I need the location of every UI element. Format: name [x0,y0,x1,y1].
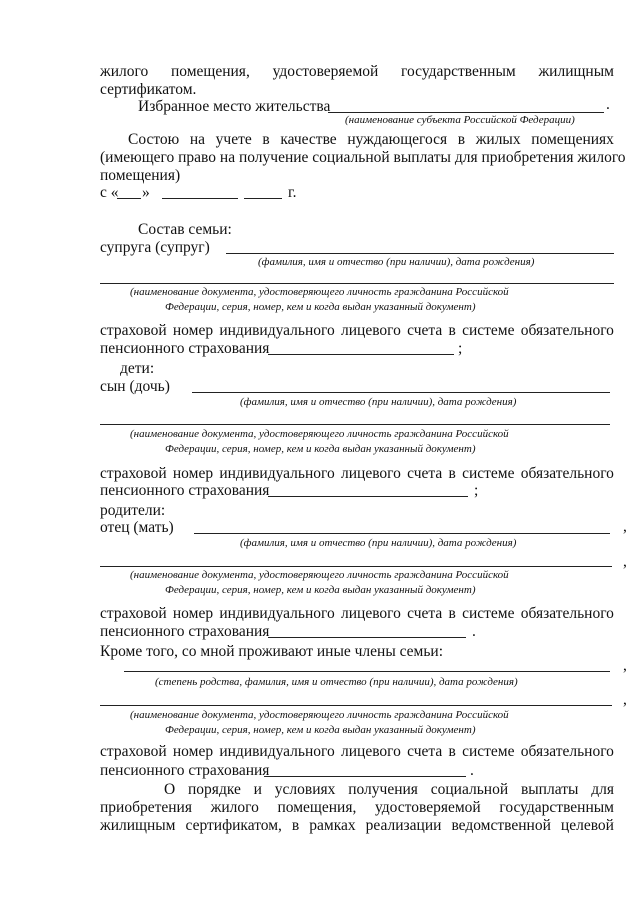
word: лицевого [341,465,401,482]
date-month-field[interactable] [162,198,238,199]
word: индивидуального [219,743,335,760]
word: сертификатом, [185,817,282,834]
spouse-name-caption: (фамилия, имя и отчество (при наличии), дата рождения) [258,256,535,268]
word: в [448,605,456,622]
word: государственным [401,63,516,80]
word: в [448,322,456,339]
word: обязательного [520,322,614,339]
registry-line-1 [128,131,614,149]
residence-period: . [606,96,610,113]
others-snils-label: пенсионного страхования [100,762,270,779]
word: для [591,781,614,798]
parent-doc-caption-1: (наименование документа, удостоверяющего личность гражданина Российской [130,569,509,581]
parent-doc-field[interactable] [100,566,612,567]
others-doc-caption-1: (наименование документа, удостоверяющего личность гражданина Российской [130,709,509,721]
word: страховой [100,322,167,339]
residence-caption: (наименование субъекта Российской Федерации) [345,114,575,126]
others-doc-comma: , [623,691,627,708]
spouse-snils-label: пенсионного страхования [100,340,270,357]
final-line-1 [164,781,614,799]
final-line-2 [100,799,614,817]
spouse-label: супруга (супруг) [100,239,210,256]
date-day-field[interactable] [117,198,141,199]
word: лицевого [341,743,401,760]
word: лицевого [341,605,401,622]
word: учете [215,131,252,148]
spouse-name-field[interactable] [226,253,614,254]
spouse-snils-semicolon: ; [458,340,463,357]
word: помещения, [170,63,250,80]
date-suffix: г. [288,184,297,201]
word: рамках [309,817,356,834]
word: счета [407,465,443,482]
word: счета [407,743,443,760]
parent-snils-field[interactable] [268,637,466,638]
word: страховой [100,465,167,482]
parent-doc-caption-2: Федерации, серия, номер, кем и когда выдан указанный документ) [165,584,476,596]
word: выплаты [520,781,579,798]
word: получения [348,781,418,798]
word: системе [462,605,515,622]
residence-field[interactable] [328,112,604,113]
child-snils-label: пенсионного страхования [100,482,270,499]
word: реализации [365,817,442,834]
word: качестве [280,131,337,148]
parents-title: родители: [100,502,166,519]
word: условиях [274,781,336,798]
word: системе [462,743,515,760]
word: в [457,131,466,148]
word: О [164,781,176,798]
spouse-doc-field[interactable] [100,283,614,284]
word: в [448,465,456,482]
word: удостоверяемой [374,799,481,816]
parent-name-field[interactable] [194,533,610,534]
child-label: сын (дочь) [100,378,170,395]
word: целевой [560,817,614,834]
word: счета [407,605,443,622]
others-name-field[interactable] [124,671,610,672]
word: в [448,743,456,760]
others-snils-line-1 [100,743,614,761]
word: на [189,131,206,148]
word: жилого [210,799,259,816]
word: индивидуального [219,322,335,339]
others-snils-period: . [470,762,474,779]
word: страховой [100,743,167,760]
others-doc-caption-2: Федерации, серия, номер, кем и когда выдан указанный документ) [165,724,476,736]
child-name-field[interactable] [192,392,610,393]
word: лицевого [341,322,401,339]
spouse-snils-field[interactable] [268,354,454,355]
date-mid: » [142,184,150,201]
word: обязательного [520,605,614,622]
parent-snils-label: пенсионного страхования [100,623,270,640]
spouse-doc-caption-1: (наименование документа, удостоверяющего личность гражданина Российской [130,286,509,298]
child-doc-caption-2: Федерации, серия, номер, кем и когда выдан указанный документ) [165,443,476,455]
parent-snils-line-1 [100,605,614,623]
others-snils-field[interactable] [264,776,466,777]
word: номер [172,743,214,760]
others-name-comma: , [623,657,627,674]
child-snils-line-1 [100,465,614,483]
word: Состою [128,131,180,148]
word: номер [172,322,214,339]
child-doc-caption-1: (наименование документа, удостоверяющего личность гражданина Российской [130,428,509,440]
word: в [291,817,300,834]
others-name-caption: (степень родства, фамилия, имя и отчество (при наличии), дата рождения) [155,676,518,688]
word: государственным [499,799,614,816]
intro-line-1 [100,63,614,81]
word: номер [172,605,214,622]
word: помещения, [277,799,357,816]
spouse-doc-caption-2: Федерации, серия, номер, кем и когда выдан указанный документ) [165,301,476,313]
word: удостоверяемой [272,63,379,80]
date-year-field[interactable] [244,198,282,199]
word: жилищным [100,817,176,834]
parent-snils-period: . [472,623,476,640]
word: в [262,131,270,148]
final-line-3 [100,817,614,835]
word: помещениях [531,131,614,148]
child-name-caption: (фамилия, имя и отчество (при наличии), дата рождения) [240,396,517,408]
word: индивидуального [219,605,335,622]
date-prefix: с « [100,184,119,201]
word: приобретения [100,799,192,816]
word: номер [172,465,214,482]
children-title: дети: [120,360,155,377]
word: системе [462,465,515,482]
child-doc-field[interactable] [100,424,610,425]
spouse-snils-line-1 [100,322,614,340]
child-snils-semicolon: ; [474,482,479,499]
registry-line-2: (имеющего право на получение социальной выплаты для приобретения жилого [100,149,626,166]
word: социальной [430,781,509,798]
word: системе [462,322,515,339]
word: порядке [188,781,241,798]
word: жилого [100,63,149,80]
word: нуждающегося [347,131,448,148]
parent-name-comma: , [623,518,627,535]
word: обязательного [520,743,614,760]
word: обязательного [520,465,614,482]
registry-line-3: помещения) [100,167,181,184]
parent-label: отец (мать) [100,519,174,536]
word: и [253,781,262,798]
word: жилых [475,131,521,148]
intro-line-2: сертификатом. [100,81,197,98]
word: жилищным [538,63,614,80]
parent-doc-comma: , [623,553,627,570]
others-text: Кроме того, со мной проживают иные члены семьи: [100,643,444,660]
family-title: Состав семьи: [138,221,232,238]
word: страховой [100,605,167,622]
word: ведомственной [451,817,551,834]
others-doc-field[interactable] [100,705,612,706]
residence-label: Избранное место жительства [138,98,331,115]
word: индивидуального [219,465,335,482]
child-snils-field[interactable] [268,496,468,497]
word: счета [407,322,443,339]
parent-name-caption: (фамилия, имя и отчество (при наличии), дата рождения) [240,537,517,549]
